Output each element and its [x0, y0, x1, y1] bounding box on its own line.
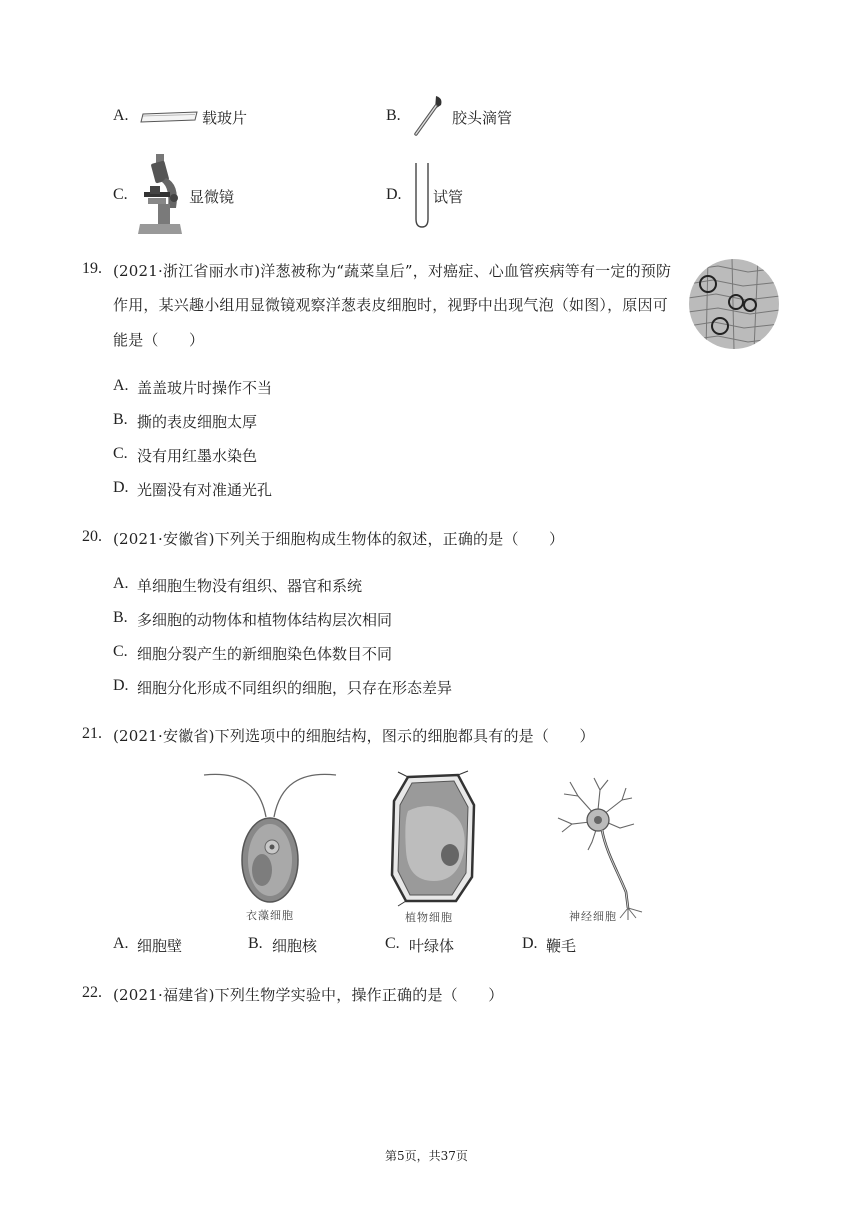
option-letter: B. — [113, 411, 128, 428]
option-label-a: 载玻片 — [202, 109, 248, 127]
option-letter: D. — [113, 479, 129, 496]
option-letter-c: C. — [113, 186, 128, 203]
option-letter: C. — [113, 643, 128, 660]
onion-cells-bubble-figure — [688, 258, 780, 350]
option-letter: C. — [113, 445, 128, 462]
option-text: 细胞分化形成不同组织的细胞，只存在形态差异 — [137, 679, 453, 697]
option-letter-b: B. — [386, 107, 401, 124]
option-text: 细胞分裂产生的新细胞染色体数目不同 — [137, 645, 393, 663]
option-letter-d: D. — [386, 186, 402, 203]
glass-slide-icon — [139, 110, 199, 124]
test-tube-icon — [412, 161, 432, 231]
option-letter: A. — [113, 377, 129, 394]
option-letter: D. — [522, 935, 538, 952]
option-text: 鞭毛 — [546, 937, 577, 955]
option-label-b: 胶头滴管 — [452, 109, 513, 127]
dropper-icon — [412, 94, 446, 138]
option-text: 光圈没有对准通光孔 — [137, 481, 273, 499]
option-letter: A. — [113, 935, 129, 952]
option-text: 多细胞的动物体和植物体结构层次相同 — [137, 611, 393, 629]
plant-cell-figure — [388, 771, 478, 907]
option-text: 没有用红墨水染色 — [137, 447, 258, 465]
option-letter: B. — [248, 935, 263, 952]
question-stem-line: 能是（ ） — [113, 331, 205, 349]
option-text: 叶绿体 — [409, 937, 455, 955]
neuron-figure — [548, 772, 658, 922]
question-number: 21. — [82, 725, 102, 742]
figure-caption: 神经细胞 — [569, 910, 617, 923]
question-number: 22. — [82, 984, 102, 1001]
option-text: 盖盖玻片时操作不当 — [137, 379, 273, 397]
option-label-d: 试管 — [433, 188, 464, 206]
option-letter: A. — [113, 575, 129, 592]
question-stem: (2021·福建省)下列生物学实验中，操作正确的是（ ） — [113, 986, 504, 1004]
microscope-icon — [136, 152, 184, 236]
question-number: 20. — [82, 528, 102, 545]
option-letter: D. — [113, 677, 129, 694]
option-text: 细胞壁 — [137, 937, 183, 955]
question-stem: (2021·安徽省)下列选项中的细胞结构，图示的细胞都具有的是（ ） — [113, 727, 595, 745]
option-label-c: 显微镜 — [189, 188, 235, 206]
question-number: 19. — [82, 260, 102, 277]
chlamydomonas-cell-figure — [200, 765, 340, 905]
option-text: 单细胞生物没有组织、器官和系统 — [137, 577, 363, 595]
figure-caption: 衣藻细胞 — [246, 909, 294, 922]
option-text: 细胞核 — [272, 937, 318, 955]
question-stem-line: (2021·浙江省丽水市)洋葱被称为“蔬菜皇后”，对癌症、心血管疾病等有一定的预防 — [113, 262, 672, 280]
option-text: 撕的表皮细胞太厚 — [137, 413, 258, 431]
page-footer: 第5页，共37页 — [385, 1149, 468, 1163]
question-stem-line: 作用，某兴趣小组用显微镜观察洋葱表皮细胞时，视野中出现气泡（如图），原因可 — [113, 296, 668, 314]
option-letter: B. — [113, 609, 128, 626]
figure-caption: 植物细胞 — [405, 911, 453, 924]
question-stem: (2021·安徽省)下列关于细胞构成生物体的叙述，正确的是（ ） — [113, 530, 565, 548]
option-letter: C. — [385, 935, 400, 952]
option-letter-a: A. — [113, 107, 129, 124]
